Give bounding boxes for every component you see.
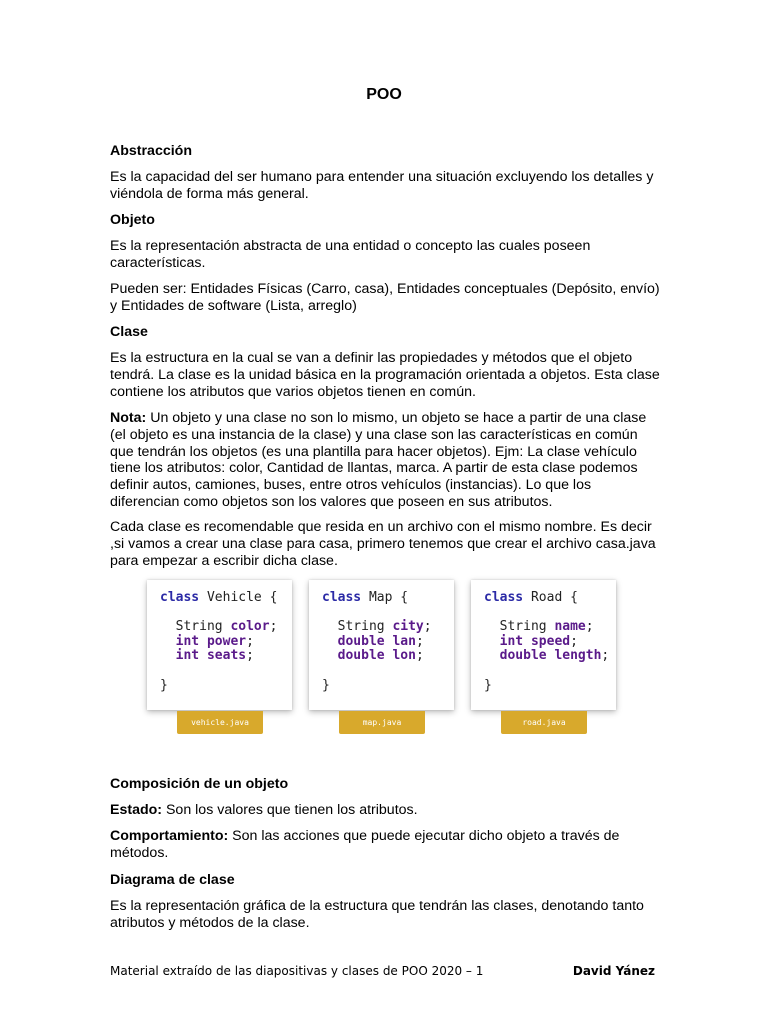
paragraph-abstraccion: Es la capacidad del ser humano para entender una situación excluyendo los detalles y viéndola de forma más general. [110, 169, 654, 202]
comportamiento-text: Son las acciones que puede ejecutar dicho objeto a través de métodos. [110, 828, 620, 861]
code-field-line: double lon; [337, 648, 424, 664]
paragraph-clase-1: Es la estructura en la cual se van a definir las propiedades y métodos que el objeto tendrá. La clase es la unidad básica en la programación orientada a objetos. Esta clase contiene los atributos que varios objetos tienen en común. [110, 350, 660, 400]
paragraph-diagrama: Es la representación gráfica de la estructura que tendrán las clases, denotando tanto atributos y métodos de la clase. [110, 898, 644, 931]
code-card [471, 580, 616, 710]
code-field-name: lon [392, 648, 416, 664]
code-class-declaration [160, 591, 292, 606]
code-closing-brace: } [484, 677, 492, 693]
heading-diagrama: Diagrama de clase [110, 872, 235, 888]
nota-label: Nota: [110, 410, 147, 426]
paragraph-estado [110, 802, 660, 819]
code-field-name: power [206, 633, 247, 649]
code-field-name: seats [206, 648, 247, 664]
code-class-name: Map { [368, 590, 409, 605]
paragraph-objeto-2: Pueden ser: Entidades Físicas (Carro, casa), Entidades conceptuales (Depósito, envío) y Entidades de software (Lista, arreglo) [110, 281, 660, 314]
code-field-name: length [554, 648, 602, 664]
code-field-type: int [175, 633, 200, 649]
code-keyword: class [322, 590, 362, 605]
code-field-type: String [499, 619, 547, 635]
code-field-line: String name; [499, 619, 594, 635]
code-field-name: lan [392, 633, 416, 649]
code-class-name: Road { [530, 590, 578, 605]
code-field-line: int seats; [175, 648, 254, 664]
code-field-line: String color; [175, 619, 278, 635]
heading-abstraccion: Abstracción [110, 143, 192, 159]
code-field-type: double [337, 648, 385, 664]
paragraph-objeto-1: Es la representación abstracta de una entidad o concepto las cuales poseen características. [110, 238, 591, 271]
code-class-declaration [484, 591, 616, 606]
code-figure [147, 580, 619, 740]
code-card [147, 580, 292, 710]
code-field-type: double [499, 648, 547, 664]
page-title: POO [366, 86, 402, 103]
heading-objeto: Objeto [110, 212, 155, 228]
estado-text: Son los valores que tienen los atributos. [162, 802, 418, 818]
code-field-type: int [499, 633, 524, 649]
paragraph-clase-3: Cada clase es recomendable que resida en un archivo con el mismo nombre. Es decir ,si vamos a crear una clase para casa, primero tenemos que crear el archivo casa.java para empezar a escribir dicha clase. [110, 519, 656, 569]
code-card [309, 580, 454, 710]
file-name-tab: map.java [339, 711, 425, 734]
comportamiento-label: Comportamiento: [110, 828, 229, 844]
code-field-line: int power; [175, 633, 254, 649]
code-field-name: name [554, 619, 586, 635]
code-field-name: city [392, 619, 424, 635]
code-keyword: class [160, 590, 200, 605]
footer-author: David Yánez [572, 964, 655, 978]
file-name-tab: vehicle.java [177, 711, 263, 734]
code-field-line: String city; [337, 619, 432, 635]
code-field-type: int [175, 648, 200, 664]
code-closing-brace: } [160, 677, 168, 693]
code-field-type: String [337, 619, 385, 635]
code-keyword: class [484, 590, 524, 605]
code-field-type: double [337, 633, 385, 649]
file-name-tab: road.java [501, 711, 587, 734]
code-class-declaration [322, 591, 454, 606]
code-field-line: double length; [499, 648, 610, 664]
code-field-line: double lan; [337, 633, 424, 649]
heading-clase: Clase [110, 324, 148, 340]
paragraph-nota [110, 410, 660, 511]
code-field-name: speed [530, 633, 571, 649]
code-field-line: int speed; [499, 633, 578, 649]
paragraph-comportamiento [110, 828, 660, 862]
heading-composicion: Composición de un objeto [110, 776, 289, 792]
code-field-type: String [175, 619, 223, 635]
footer-source: Material extraído de las diapositivas y clases de POO 2020 – 1 [110, 964, 484, 978]
estado-label: Estado: [110, 802, 163, 818]
code-class-name: Vehicle { [206, 590, 278, 605]
code-field-name: color [230, 619, 270, 635]
nota-text: Un objeto y una clase no son lo mismo, un objeto se hace a partir de una clase (el objeto es una instancia de la clase) y una clase son las características en común que tendrán los objetos (es una plantilla para hacer objetos). Ejm: La clase vehículo tiene los atributos: color, Cantidad de llantas, marca. A partir de esta clase podemos definir autos, camiones, buses, entre otros vehículos (instancias). Lo que los diferencian como objetos son los valores que poseen en sus atributos. [110, 410, 647, 510]
code-closing-brace: } [322, 677, 330, 693]
